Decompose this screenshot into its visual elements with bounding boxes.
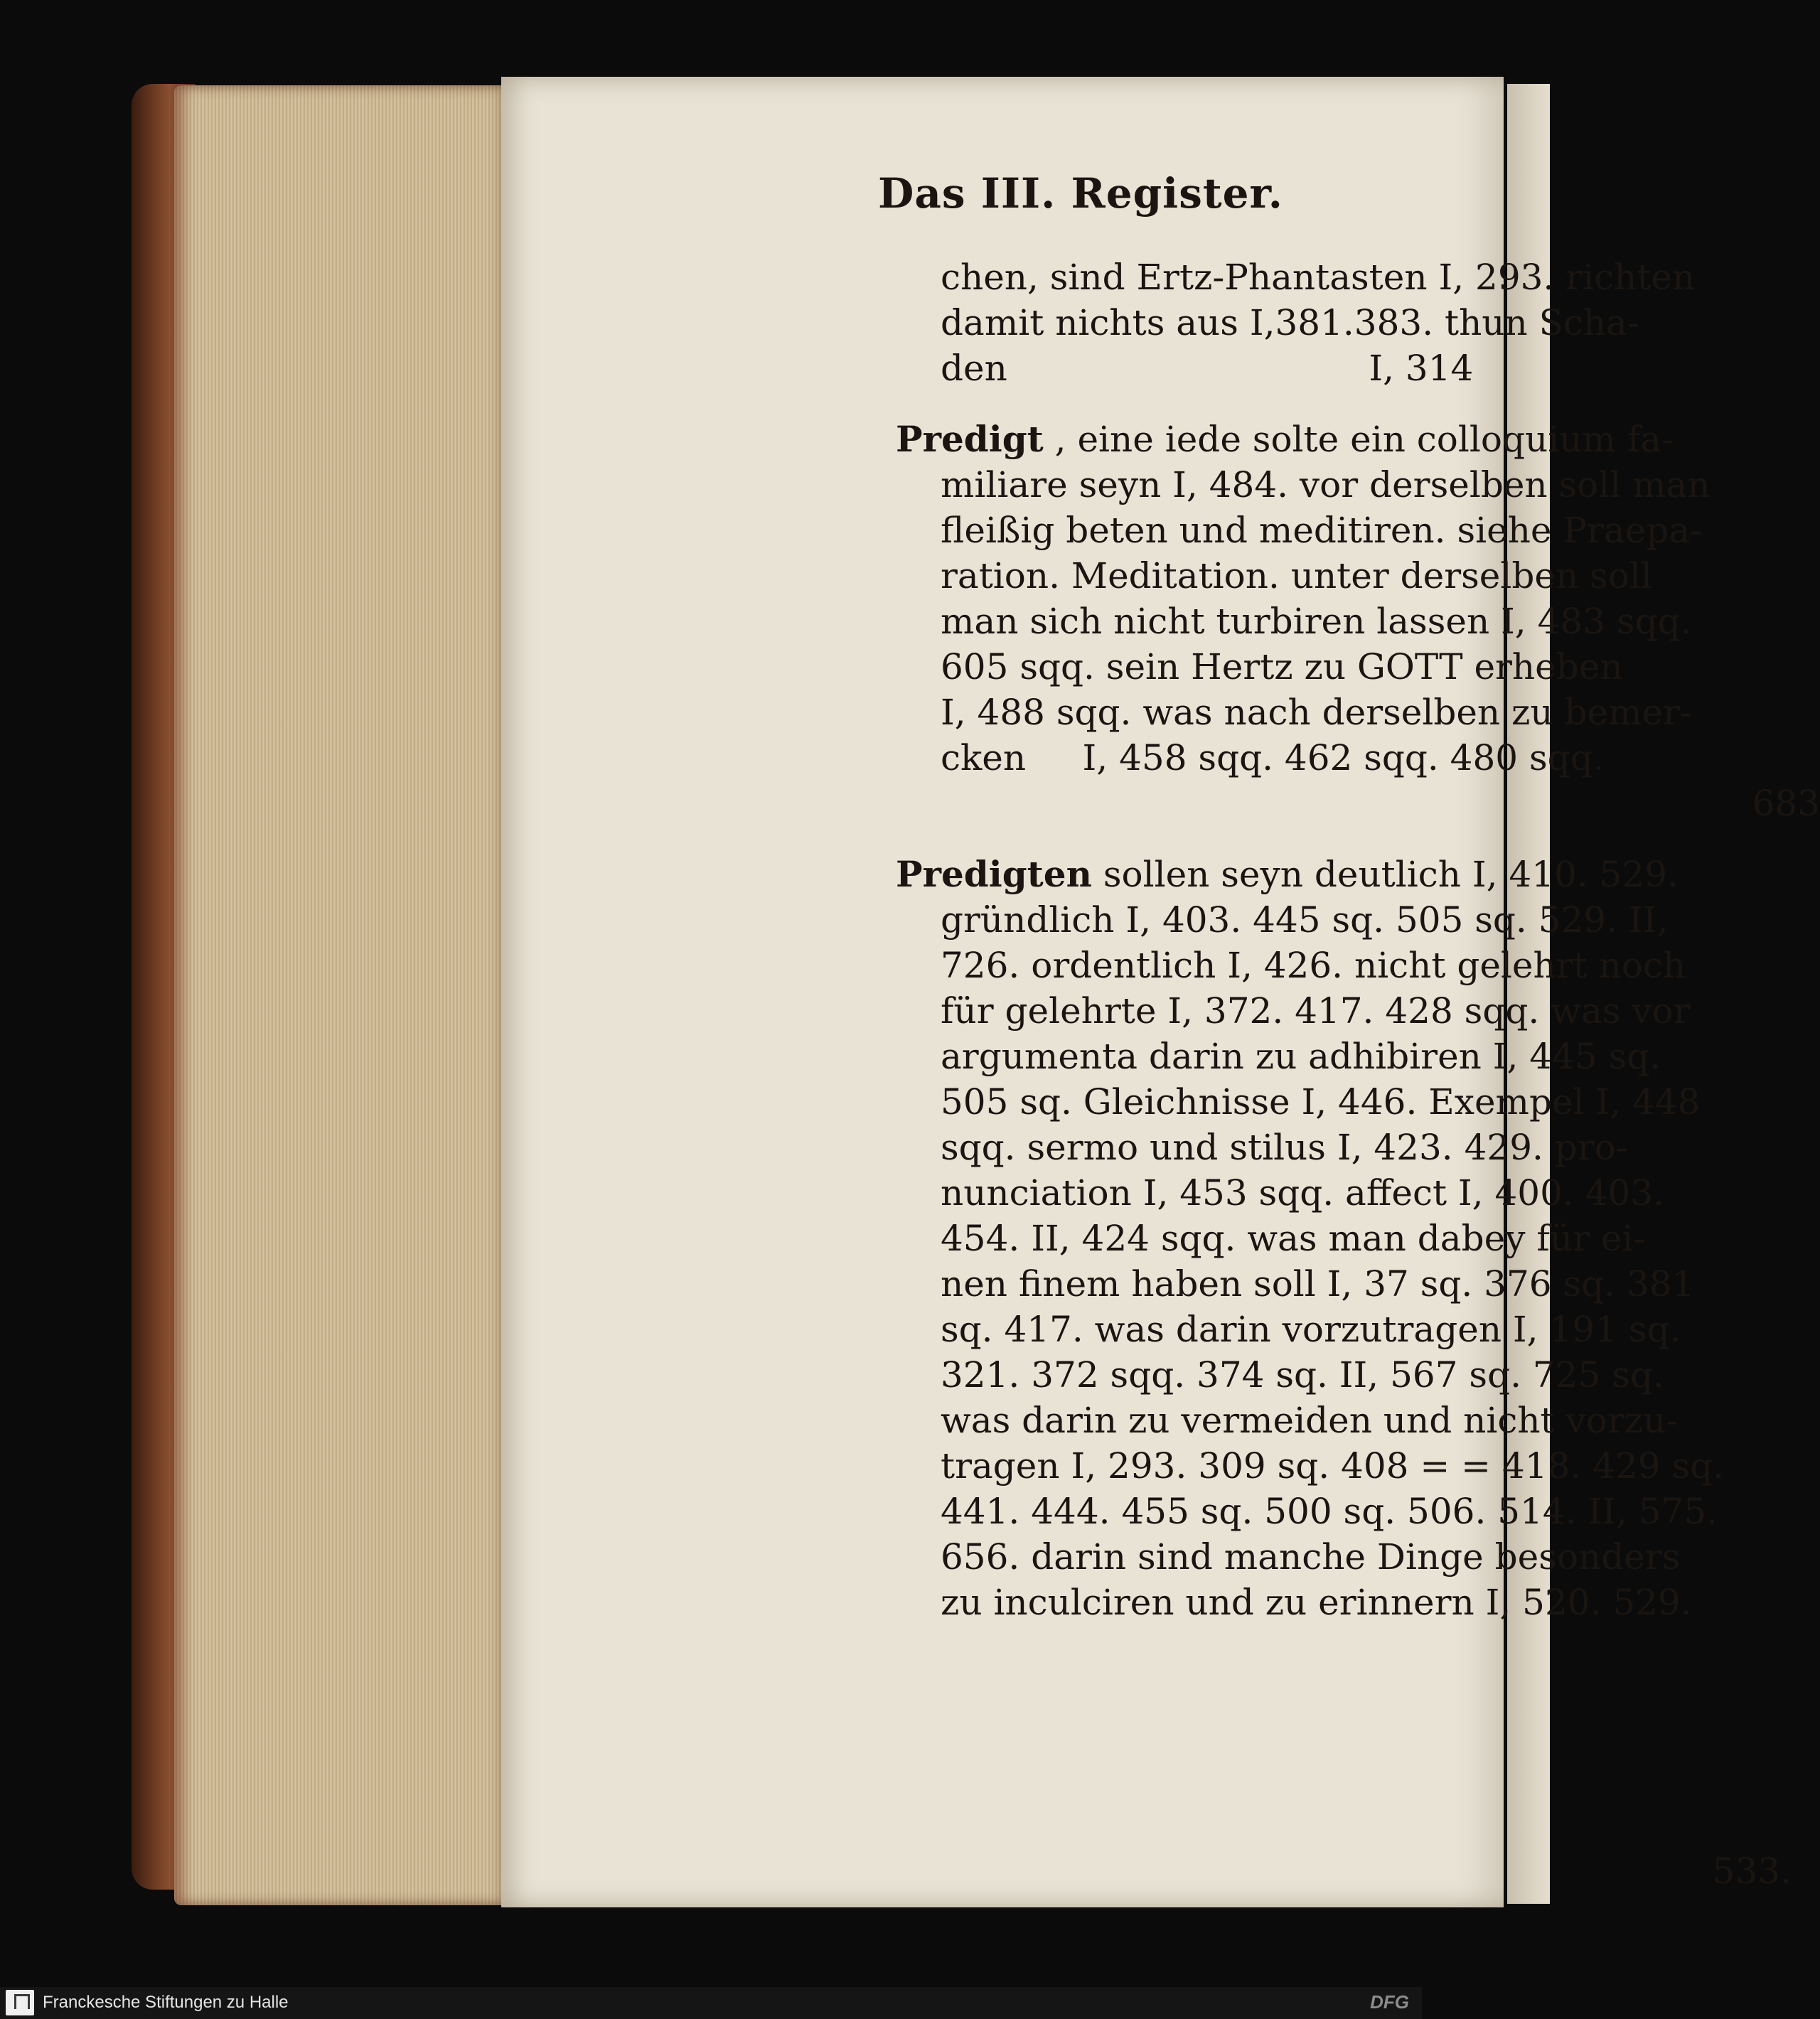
entry-line: nen finem haben soll I, 37 sq. 376 sq. 381 <box>941 1263 1695 1305</box>
entry-line: sq. 417. was darin vorzutragen I, 191 sq. <box>941 1309 1681 1350</box>
page-edges <box>174 85 508 1905</box>
entry-line: I, 488 sqq. was nach derselben zu bemer- <box>941 692 1692 733</box>
index-entry <box>896 417 1820 826</box>
entry-line: 441. 444. 455 sq. 500 sq. 506. 514. II, 575. <box>941 1491 1718 1532</box>
entry-line: damit nichts aus I,381.383. thun Scha- <box>941 302 1639 343</box>
footer-institution[interactable]: Franckesche Stiftungen zu Halle <box>43 1993 289 2012</box>
index-entry <box>896 852 1820 1625</box>
entry-line: sqq. sermo und stilus I, 423. 429. pro- <box>941 1127 1628 1168</box>
entry-line: zu inculciren und zu erinnern I, 520. 529. <box>941 1582 1692 1623</box>
entry-line: man sich nicht turbiren lassen I, 483 sqq. <box>941 601 1692 642</box>
entry-lemma: Predigten <box>896 853 1092 895</box>
institution-logo-icon <box>6 1990 34 2015</box>
entry-line: 321. 372 sqq. 374 sq. II, 567 sq. 725 sq. <box>941 1354 1664 1396</box>
running-head: Das III. Register. <box>878 169 1283 218</box>
entry-line: 726. ordentlich I, 426. nicht gelehrt noch <box>941 945 1686 986</box>
entry-line: für gelehrte I, 372. 417. 428 sqq. was vor <box>941 990 1691 1032</box>
entry-line: argumenta darin zu adhibiren I, 445 sq. <box>941 1036 1661 1077</box>
entry-line: nunciation I, 453 sqq. affect I, 400. 403. <box>941 1172 1665 1214</box>
book <box>132 77 1820 1925</box>
entry-line: was darin zu vermeiden und nicht vorzu- <box>941 1400 1679 1441</box>
page-number: 533. <box>1712 1851 1792 1892</box>
entry-line: 656. darin sind manche Dinge besonders <box>941 1536 1681 1578</box>
text-block <box>896 255 1820 1651</box>
entry-line: Predigten sollen seyn deutlich I, 410. 529. <box>896 853 1679 895</box>
entry-line: tragen I, 293. 309 sq. 408 = = 418. 429 sq. <box>941 1445 1725 1487</box>
entry-line: miliare seyn I, 484. vor derselben soll man <box>941 464 1711 505</box>
entry-line: cken I, 458 sqq. 462 sqq. 480 sqq. <box>941 737 1605 778</box>
entry-line: den I, 314 <box>941 348 1474 389</box>
entry-line: chen, sind Ertz-Phantasten I, 293. richten <box>941 257 1696 298</box>
entry-line: fleißig beten und meditiren. siehe Praepa- <box>941 510 1703 551</box>
page <box>501 77 1820 1907</box>
entry-lemma: Predigt <box>896 418 1044 460</box>
footer-brand[interactable]: DFG <box>1370 1991 1409 2013</box>
entry-line: Predigt , eine iede solte ein colloquium fa- <box>896 418 1674 460</box>
entry-line: 454. II, 424 sqq. was man dabey für ei- <box>941 1218 1646 1259</box>
index-entry <box>896 255 1820 391</box>
footer-bar <box>0 1987 1422 2019</box>
entry-line: ration. Meditation. unter derselben soll <box>941 555 1652 596</box>
entry-line: 683 <box>1752 783 1820 824</box>
entry-line: 505 sq. Gleichnisse I, 446. Exempel I, 448 <box>941 1081 1701 1123</box>
entry-line: 605 sqq. sein Hertz zu GOTT erheben <box>941 646 1623 687</box>
entry-line: gründlich I, 403. 445 sq. 505 sq. 529. II, <box>941 899 1669 941</box>
